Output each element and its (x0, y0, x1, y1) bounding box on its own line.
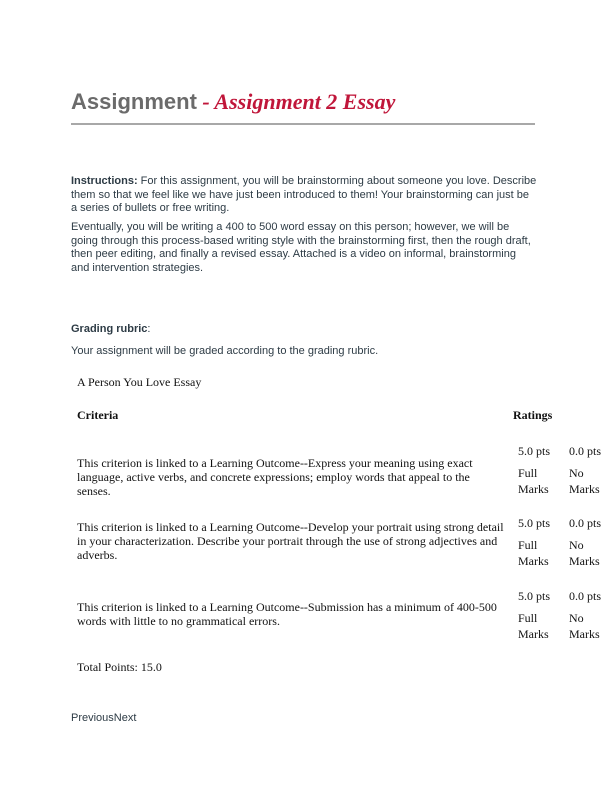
rating-description: Full Marks (518, 466, 549, 496)
rating-description: No Marks (569, 538, 600, 568)
instructions-text: For this assignment, you will be brainstorming about someone you love. Describe them so that we feel like we have just been introduced to them! Your brainstorming can just be a series of bullets or free writing. (71, 175, 537, 214)
rating-points: 5.0 pts (518, 589, 551, 603)
title-main: Assignment (71, 89, 197, 114)
rubric-column-criteria: Criteria (77, 408, 119, 422)
rating-description: Full Marks (518, 611, 549, 641)
rating-description: No Marks (569, 611, 600, 641)
rubric-total-points: Total Points: 15.0 (77, 660, 162, 674)
criterion-3-rating-none (569, 588, 603, 642)
criterion-3-rating-full (518, 588, 552, 642)
criterion-1-rating-none (569, 443, 603, 497)
instructions-paragraph (71, 175, 537, 216)
criterion-2-rating-none (569, 515, 603, 569)
rating-points: 0.0 pts (569, 516, 602, 530)
rating-points: 5.0 pts (518, 444, 551, 458)
criterion-3-description: This criterion is linked to a Learning Outcome--Submission has a minimum of 400-500 words with little to no grammatical errors. (77, 600, 497, 628)
title-assignment-name: - Assignment 2 Essay (196, 89, 396, 114)
rating-points: 0.0 pts (569, 444, 602, 458)
title-divider (71, 123, 535, 125)
rating-description: No Marks (569, 466, 600, 496)
rubric-title: A Person You Love Essay (77, 375, 202, 389)
previous-link[interactable]: Previous (71, 712, 114, 724)
criterion-2-rating-full (518, 515, 552, 569)
instructions-label: Instructions: (71, 175, 138, 187)
page-title (71, 83, 395, 117)
criterion-1-rating-full (518, 443, 552, 497)
grading-rubric-note: Your assignment will be graded according to the grading rubric. (71, 345, 379, 357)
grading-rubric-label: Grading rubric (71, 323, 148, 335)
instructions-paragraph-2: Eventually, you will be writing a 400 to 500 word essay on this person; however, we will be going through this process-based writing style with the brainstorming first, then the rough draft, then peer editing, and finally a revised essay. Attached is a video on informal, brainstorming and intervention strategies. (71, 221, 531, 274)
rating-points: 5.0 pts (518, 516, 551, 530)
rating-description: Full Marks (518, 538, 549, 568)
grading-rubric-heading (71, 323, 150, 335)
next-link[interactable]: Next (113, 712, 137, 724)
pagination-nav (71, 712, 136, 724)
rubric-column-ratings: Ratings (513, 408, 553, 422)
rating-points: 0.0 pts (569, 589, 602, 603)
criterion-2-description: This criterion is linked to a Learning Outcome--Develop your portrait using strong detail in your characterization. Describe your portrait through the use of strong adjectives and adverbs. (77, 520, 504, 562)
criterion-1-description: This criterion is linked to a Learning Outcome--Express your meaning using exact language, active verbs, and concrete expressions; employ words that appeal to the senses. (77, 456, 473, 498)
grading-rubric-colon: : (147, 323, 151, 335)
